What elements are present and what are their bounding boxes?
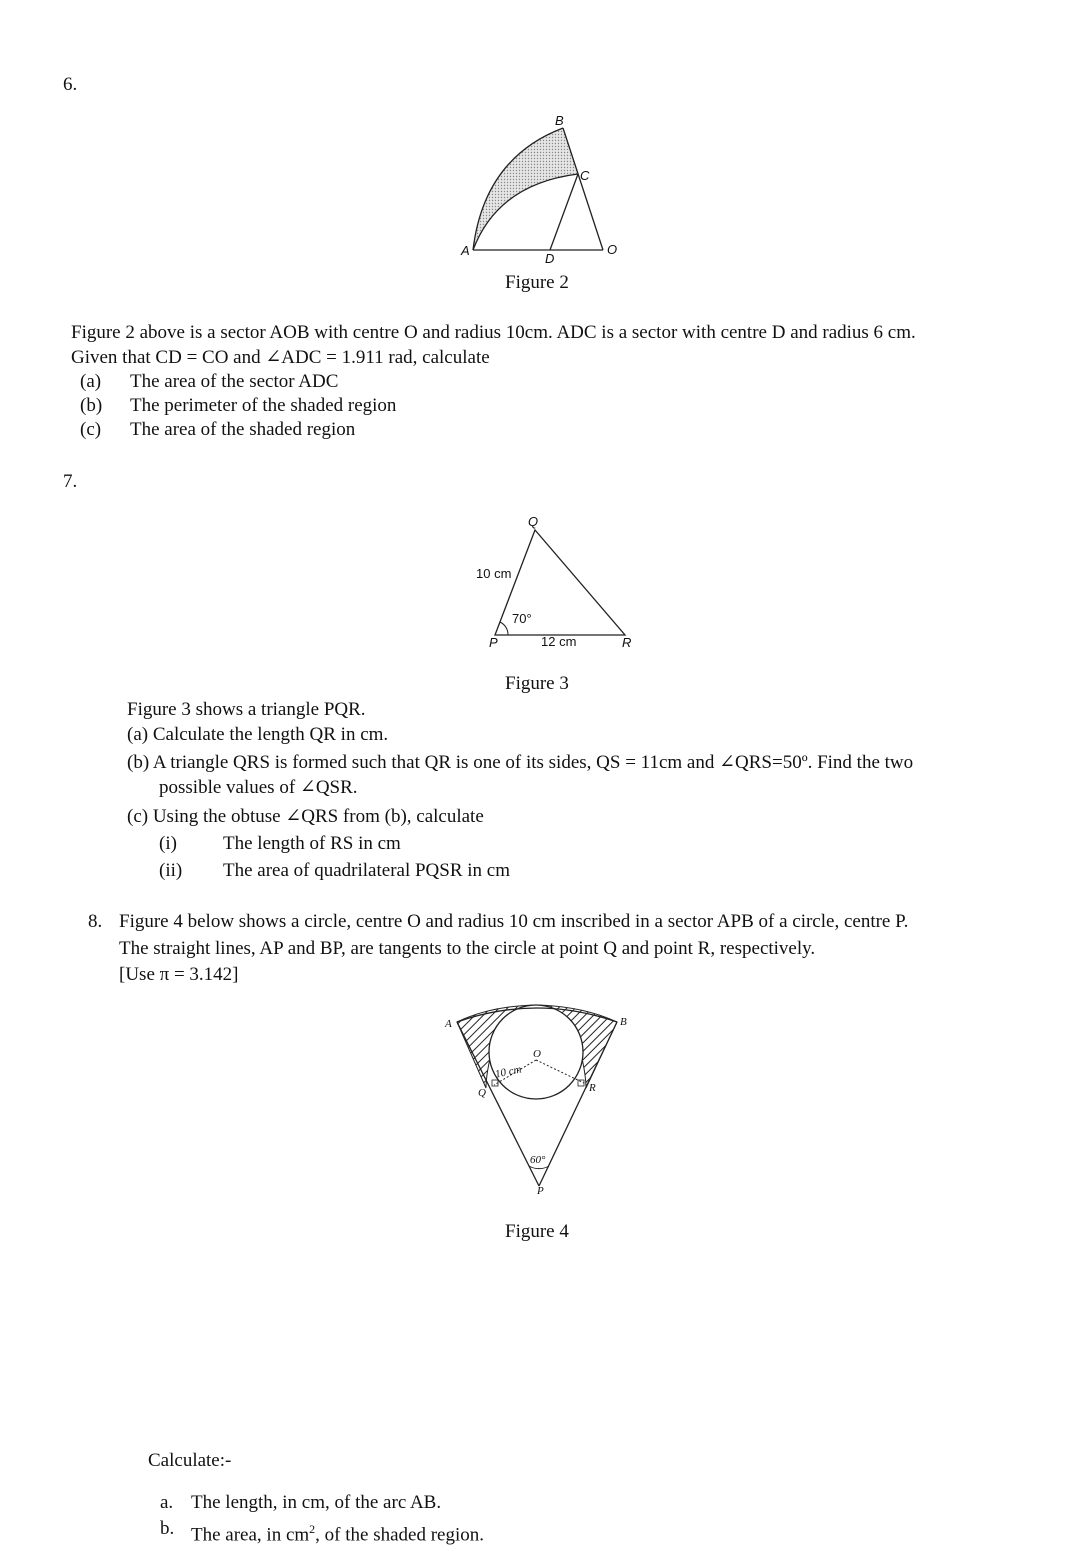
q6-parts-list <box>80 370 396 442</box>
figure-2-caption: Figure 2 <box>505 272 569 293</box>
angle-arc-p <box>500 622 508 635</box>
q7-intro: Figure 3 shows a triangle PQR. <box>127 699 366 720</box>
q8-part-b-text-after: , of the shaded region. <box>315 1524 484 1546</box>
q8-part-a-text: The length, in cm, of the arc AB. <box>191 1492 442 1513</box>
q6-part-a-text: The area of the sector ADC <box>130 371 339 392</box>
fig3-label-p: P <box>489 635 498 650</box>
q6-part-b-text: The perimeter of the shaded region <box>130 395 397 416</box>
fig2-label-a: A <box>461 243 470 258</box>
q6-part-c-text: The area of the shaded region <box>130 419 356 440</box>
q7-subpart-i-label: (i) <box>159 833 177 854</box>
fig4-label-q: Q <box>478 1087 486 1099</box>
q8-part-a-label: a. <box>160 1492 174 1513</box>
question-7-number: 7. <box>63 471 78 492</box>
q8-line3: [Use π = 3.142] <box>119 964 239 985</box>
q8-parts-list <box>160 1490 484 1548</box>
q8-line1: Figure 4 below shows a circle, centre O and radius 10 cm inscribed in a sector APB of a circle, centre P. <box>119 911 909 932</box>
q8-part-b <box>160 1516 484 1548</box>
q7-part-a: (a) Calculate the length QR in cm. <box>127 724 389 745</box>
fig3-label-side-pr: 12 cm <box>541 634 577 649</box>
fig3-label-angle-p: 70° <box>512 611 532 626</box>
fig4-label-o: O <box>533 1048 541 1060</box>
q7-subparts-list <box>159 830 510 884</box>
q8-part-a <box>160 1490 484 1516</box>
q6-part-c-label: (c) <box>80 419 102 440</box>
line-cd <box>550 174 578 250</box>
fig3-label-side-pq: 10 cm <box>476 566 512 581</box>
q8-part-b-superscript: 2 <box>309 1522 316 1536</box>
q6-part-a <box>80 370 396 394</box>
q7-subpart-ii <box>159 857 510 884</box>
fig2-label-d: D <box>545 251 555 266</box>
question-8-number: 8. <box>88 911 103 932</box>
fig4-label-r: R <box>589 1082 596 1094</box>
figure-4-caption: Figure 4 <box>505 1221 569 1242</box>
q7-part-c: (c) Using the obtuse ∠QRS from (b), calculate <box>127 806 484 827</box>
q6-part-a-label: (a) <box>80 371 102 392</box>
q6-text-line2: Given that CD = CO and ∠ADC = 1.911 rad, calculate <box>71 347 490 368</box>
q7-subpart-ii-label: (ii) <box>159 860 183 881</box>
q8-part-b-text <box>191 1516 484 1548</box>
q8-part-b-text-before: The area, in cm <box>191 1524 310 1546</box>
q8-line2: The straight lines, AP and BP, are tangents to the circle at point Q and point R, respectively. <box>119 938 816 959</box>
q6-text-line1: Figure 2 above is a sector AOB with centre O and radius 10cm. ADC is a sector with centre D and radius 6 cm. <box>71 322 916 343</box>
q6-part-c <box>80 418 396 442</box>
fig4-label-p: P <box>537 1185 544 1197</box>
figure-3-caption: Figure 3 <box>505 673 569 694</box>
angle-arc-p <box>529 1166 549 1169</box>
q8-calculate-heading: Calculate:- <box>148 1450 232 1471</box>
q7-part-b-line1: (b) A triangle QRS is formed such that QR is one of its sides, QS = 11cm and ∠QRS=50º. Find the two <box>127 752 914 773</box>
q7-subpart-ii-text: The area of quadrilateral PQSR in cm <box>223 860 511 881</box>
line-bo <box>563 128 603 250</box>
fig3-label-q: Q <box>528 514 539 529</box>
fig2-label-c: C <box>580 168 590 183</box>
fig2-label-b: B <box>555 113 564 128</box>
q7-subpart-i-text: The length of RS in cm <box>223 833 401 854</box>
figure-4-diagram <box>430 1000 650 1210</box>
fig2-label-o: O <box>607 242 618 257</box>
q8-part-b-label: b. <box>160 1518 175 1539</box>
fig3-label-r: R <box>622 635 632 650</box>
q6-part-b <box>80 394 396 418</box>
fig4-label-angle-p: 60° <box>530 1154 546 1166</box>
q7-subpart-i <box>159 830 510 857</box>
fig4-label-a: A <box>445 1018 452 1030</box>
fig4-label-b: B <box>620 1016 627 1028</box>
fig4-label-radius: 10 cm <box>494 1063 523 1081</box>
q7-part-b-line2: possible values of ∠QSR. <box>159 777 358 798</box>
q6-part-b-label: (b) <box>80 395 103 416</box>
question-6-number: 6. <box>63 74 78 95</box>
